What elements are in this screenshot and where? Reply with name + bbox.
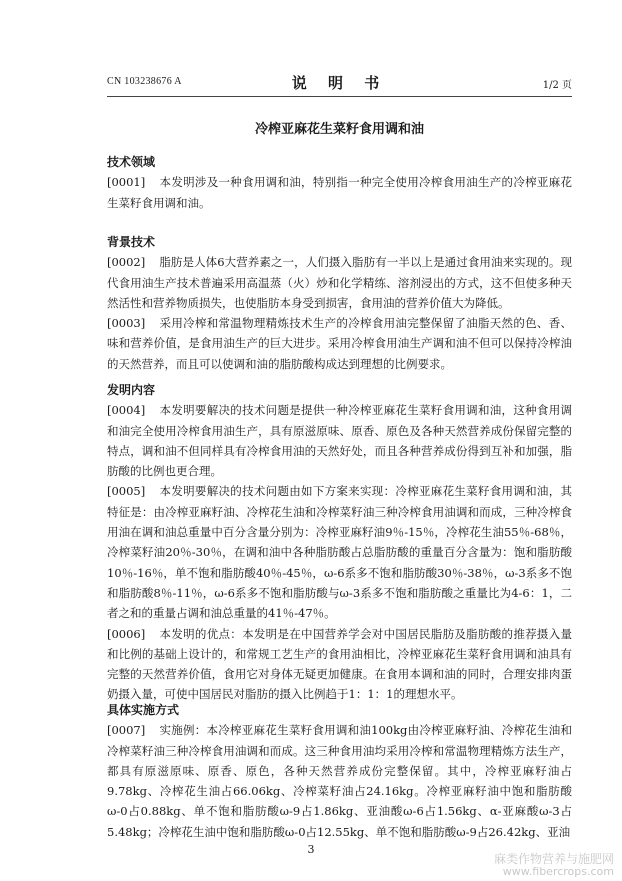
section-background	[107, 232, 572, 374]
page-header	[107, 72, 572, 94]
paragraph	[107, 172, 572, 213]
paragraph-text: 实施例：本冷榨亚麻花生菜籽食用调和油100kg由冷榨亚麻籽油、冷榨花生油和冷榨菜籽油三种冷榨食用油调和而成。这三种食用油均采用冷榨和常温物理精炼方法生产，都具有原滋原味、原香、原色，各种天然营养成份完整保留。其中，冷榨亚麻籽油占9.78kg、冷榨花生油占66.06kg、冷榨菜籽油占24.16kg。冷榨亚麻籽油中饱和脂肪酸ω-0占0.88kg、单不饱和脂肪酸ω-9占1.86kg、亚油酸ω-6占1.56kg、α-亚麻酸ω-3占5.48kg；冷榨花生油中饱和脂肪酸ω-0占12.55kg、单不饱和脂肪酸ω-9占26.42kg、亚油	[107, 723, 572, 839]
paragraph-number: [0003]	[107, 316, 146, 331]
paragraph	[107, 481, 572, 623]
section-technical-field	[107, 152, 572, 213]
paragraph	[107, 624, 572, 705]
section-invention-content	[107, 380, 572, 705]
paragraph-number: [0006]	[107, 626, 146, 641]
paragraph-text: 本发明涉及一种食用调和油，特别指一种完全使用冷榨食用油生产的冷榨亚麻花生菜籽食用调和油。	[107, 175, 572, 210]
paragraph	[107, 252, 572, 313]
paragraph	[107, 313, 572, 374]
paragraph-text: 采用冷榨和常温物理精炼技术生产的冷榨食用油完整保留了油脂天然的色、香、味和营养价值，是食用油生产的巨大进步。采用冷榨食用油生产调和油不但可以保持冷榨油的天然营养，而且可以使调和油的脂肪酸构成达到理想的比例要求。	[107, 316, 572, 371]
page-number: 3	[307, 843, 315, 856]
watermark-site-name: 麻类作物营养与施肥网	[493, 852, 614, 866]
paragraph-text: 本发明要解决的技术问题是提供一种冷榨亚麻花生菜籽食用调和油，这种食用调和油完全使用冷榨食用油生产，具有原滋原味、原香、原色及各种天然营养成份保留完整的特点，调和油不但同样具有冷榨食用油的天然好处，而且各种营养成份得到互补和加强，脂肪酸的比例也更合理。	[107, 403, 572, 479]
document-title: 冷榨亚麻花生菜籽食用调和油	[254, 122, 424, 137]
section-heading: 发明内容	[107, 383, 156, 397]
paragraph-number: [0001]	[107, 175, 146, 190]
paragraph-number: [0007]	[107, 723, 146, 738]
section-heading: 具体实施方式	[107, 703, 180, 717]
patent-number: CN 103238676 A	[107, 76, 182, 87]
section-heading: 技术领域	[107, 155, 156, 169]
paragraph-text: 脂肪是人体6大营养素之一，人们摄入脂肪有一半以上是通过食用油来实现的。现代食用油生产技术普遍采用高温蒸（火）炒和化学精练、溶剂浸出的方式，这不但使多种天然活性和营养物质损失，也使脂肪本身受到损害，食用油的营养价值大为降低。	[107, 255, 572, 310]
page-indicator: 1/2 页	[542, 80, 572, 91]
paragraph-number: [0004]	[107, 403, 146, 418]
header-divider	[107, 96, 572, 97]
paragraph-text: 本发明要解决的技术问题由如下方案来实现：冷榨亚麻花生菜籽食用调和油，其特征是：由冷榨亚麻籽油、冷榨花生油和冷榨菜籽油三种冷榨食用油调和而成，三种冷榨食用油在调和油总重量中百分含量分别为：冷榨亚麻籽油9％-15％，冷榨花生油55％-68％，冷榨菜籽油20％-30％，在调和油中各种脂肪酸占总脂肪酸的重量百分含量为：饱和脂肪酸10％-16％，单不饱和脂肪酸40％-45％，ω-6系多不饱和脂肪酸30％-38％，ω-3系多不饱和脂肪酸8％-11％，ω-6系多不饱和脂肪酸与ω-3系多不饱和脂肪酸之重量比为4-6：1，二者之和的重量占调和油总重量的41％-47％。	[107, 484, 572, 621]
document-type-heading: 说 明 书	[291, 74, 388, 92]
paragraph-number: [0002]	[107, 255, 146, 270]
paragraph	[107, 720, 572, 842]
paragraph	[107, 400, 572, 481]
watermark-url: www.fibercrops.com	[502, 865, 614, 878]
paragraph-number: [0005]	[107, 484, 146, 499]
paragraph-text: 本发明的优点：本发明是在中国营养学会对中国居民脂肪及脂肪酸的推荐摄入量和比例的基础上设计的，和常规工艺生产的食用油相比，冷榨亚麻花生菜籽食用调和油具有完整的天然营养价值，食用它对身体无疑更加健康。在食用本调和油的同时，合理安排肉蛋奶摄入量，可使中国居民对脂肪的摄入比例趋于1：1：1的理想水平。	[107, 626, 572, 702]
section-embodiment	[107, 700, 572, 842]
section-heading: 背景技术	[107, 235, 156, 249]
